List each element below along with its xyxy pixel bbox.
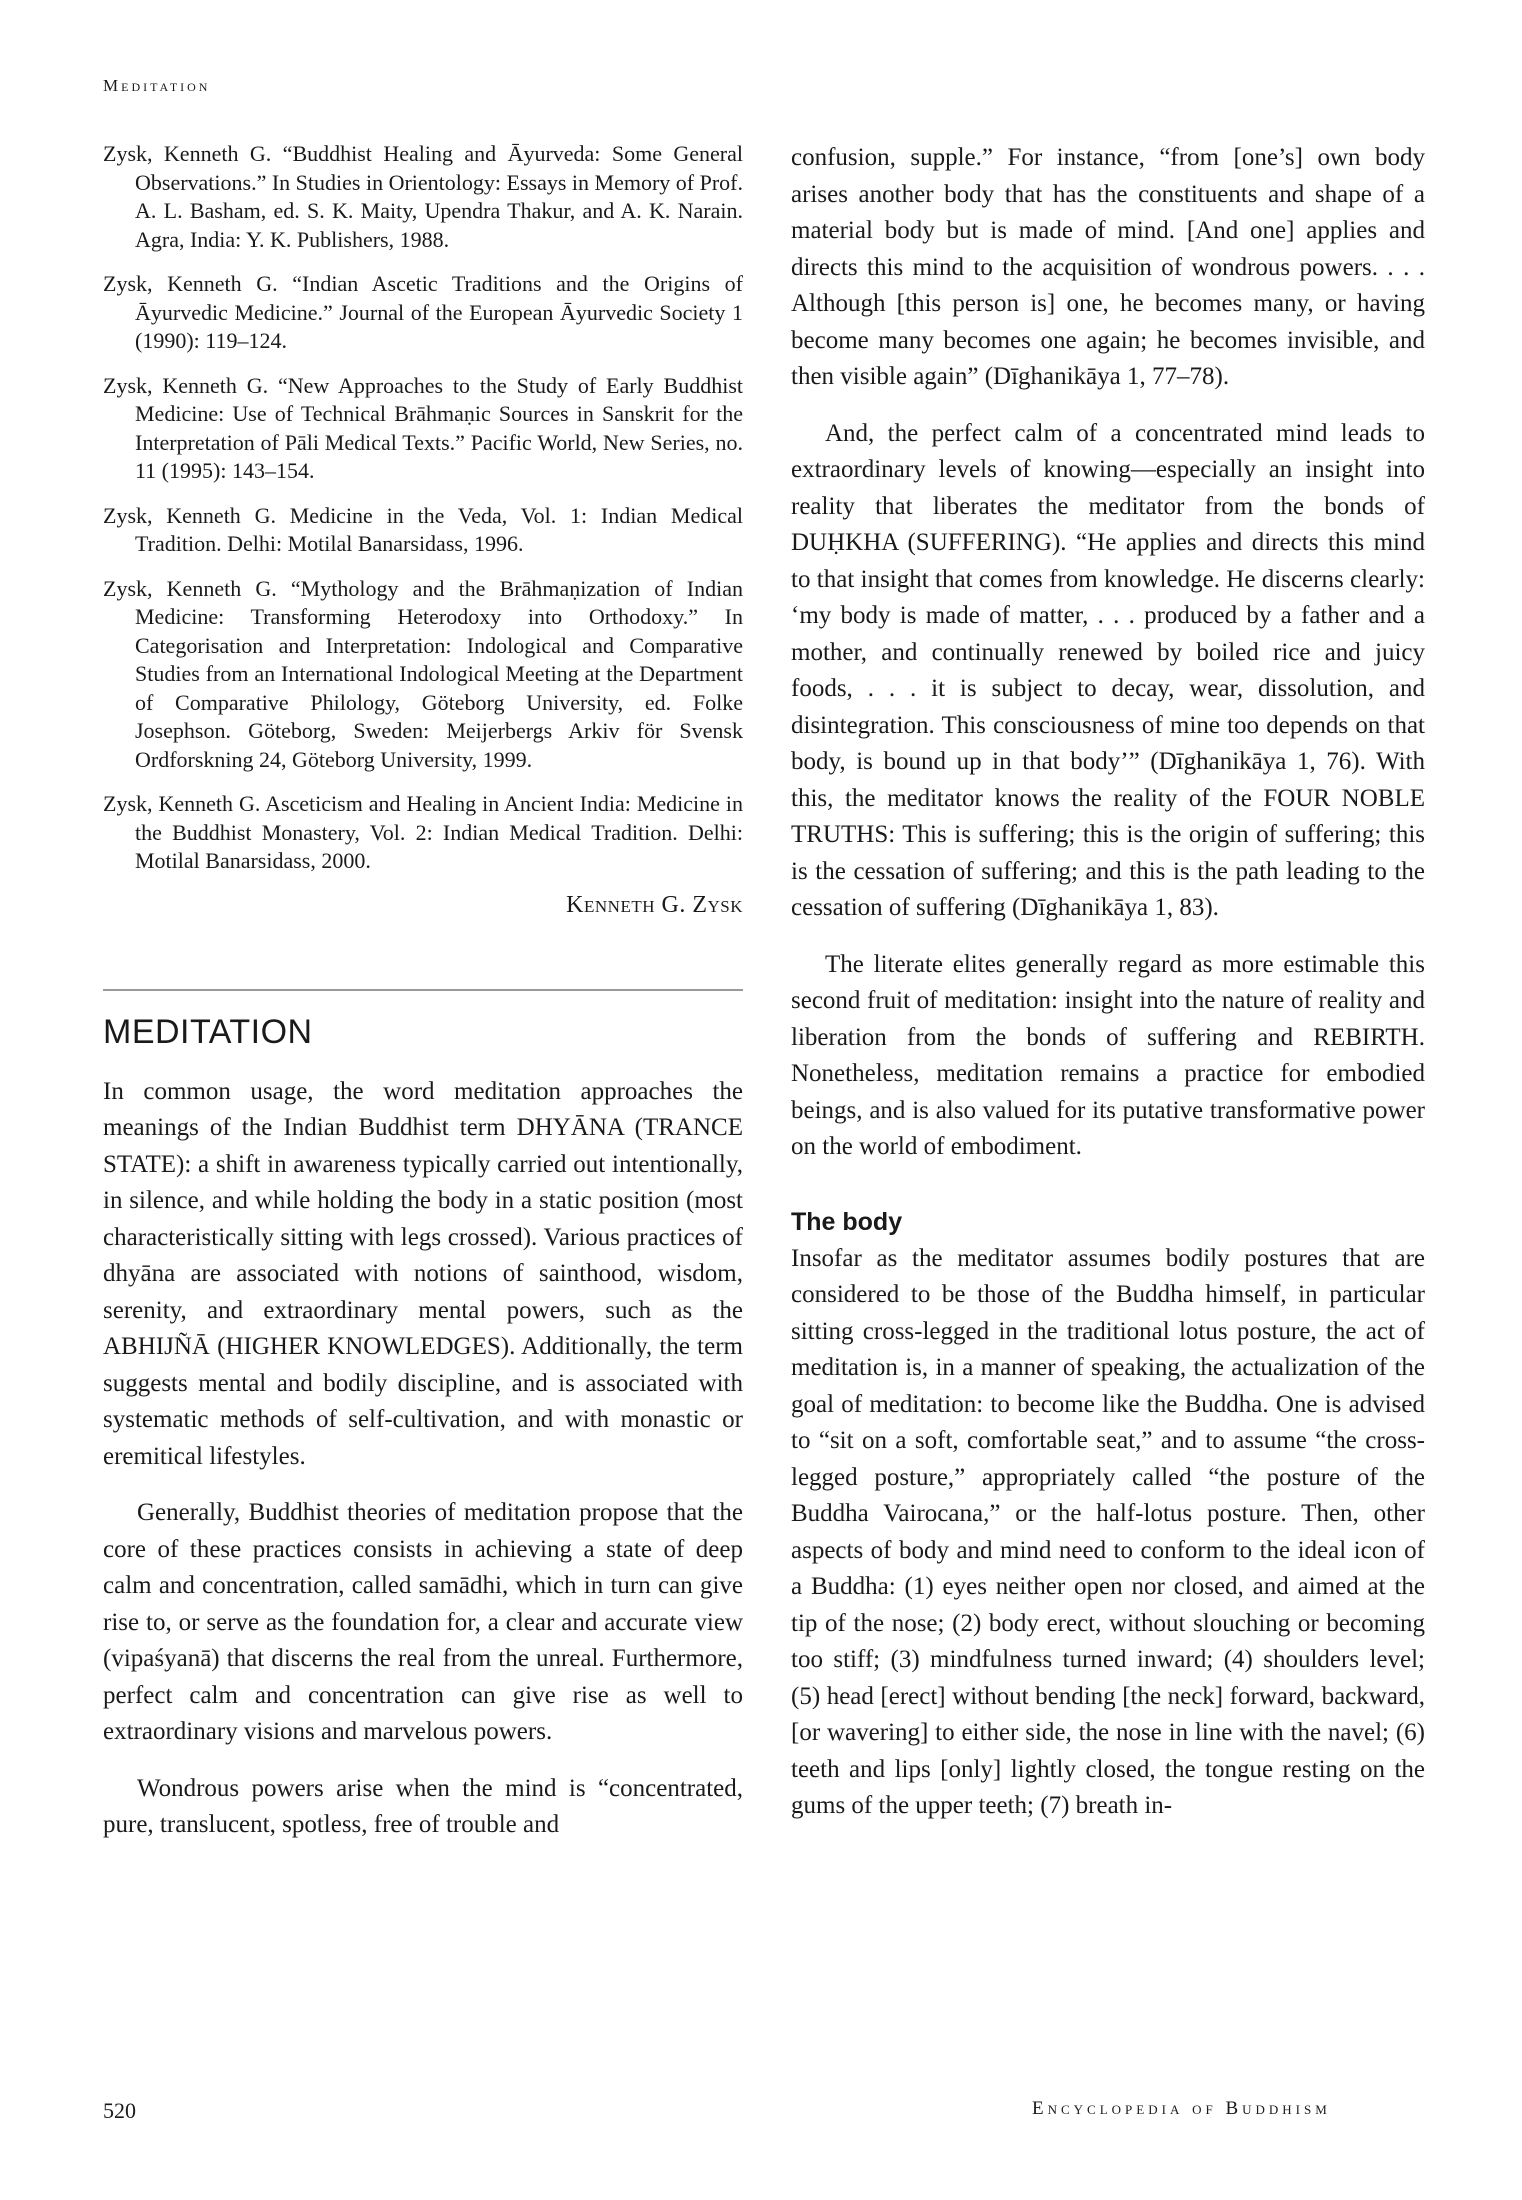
bibliography-entry: Zysk, Kenneth G. “New Approaches to the Study of Early Buddhist Medicine: Use of Technical Brāhmaṇic Sources in Sanskrit for the Interpretation of Pāli Medical Texts.” Pacific World, New Series, no. 11 (1995): 143–154. [103, 372, 743, 483]
body-paragraph: confusion, supple.” For instance, “from [one’s] own body arises another body that has the constituents and shape of a material body but is made of mind. [And one] applies and directs this mind to the acquisition of wondrous powers. . . . Although [this person is] one, he becomes many, or having become many becomes one again; he becomes invisible, and then visible again” (Dīghanikāya 1, 77–78). [791, 144, 1425, 390]
publication-title: Encyclopedia of Buddhism [1032, 2098, 1331, 2119]
author-signature: Kenneth G. Zysk [566, 891, 743, 918]
body-paragraph: Wondrous powers arise when the mind is “concentrated, pure, translucent, spotless, free of trouble and [103, 1774, 743, 1838]
bibliography-entry: Zysk, Kenneth G. Medicine in the Veda, Vol. 1: Indian Medical Tradition. Delhi: Motilal Banarsidass, 1996. [103, 502, 743, 556]
body-paragraph: The literate elites generally regard as more estimable this second fruit of meditation: insight into the nature of reality and liberation from the bonds of suffering and REBIRTH. Nonetheless, meditation remains a practice for embodied beings, and is also valued for its putative transformative power on the world of embodiment. [791, 950, 1425, 1160]
left-column [103, 140, 743, 1844]
body-paragraph: Generally, Buddhist theories of meditation propose that the core of these practices consists in achieving a state of deep calm and concentration, called samādhi, which in turn can give rise to, or serve as the foundation for, a clear and accurate view (vipaśyanā) that discerns the real from the unreal. Furthermore, perfect calm and concentration can give rise as well to extraordinary visions and marvelous powers. [103, 1499, 743, 1745]
bibliography-entry: Zysk, Kenneth G. Asceticism and Healing in Ancient India: Medicine in the Buddhist Monastery, Vol. 2: Indian Medical Tradition. Delhi: Motilal Banarsidass, 2000. [103, 791, 743, 873]
body-paragraph: In common usage, the word meditation approaches the meanings of the Indian Buddhist term DHYĀNA (TRANCE STATE): a shift in awareness typically carried out intentionally, in silence, and while holding the body in a static position (most characteristically sitting with legs crossed). Various practices of dhyāna are associated with notions of sainthood, wisdom, serenity, and extraordinary mental powers, such as the ABHIJÑĀ (HIGHER KNOWLEDGES). Additionally, the term suggests mental and bodily discipline, and is associated with systematic methods of self-cultivation, and with monastic or eremitical lifestyles. [103, 1077, 743, 1470]
bibliography [103, 140, 743, 876]
body-paragraph: Insofar as the meditator assumes bodily postures that are considered to be those of the Buddha himself, in particular sitting cross-legged in the traditional lotus posture, the act of meditation is, in a manner of speaking, the actualization of the goal of meditation: to become like the Buddha. One is advised to “sit on a soft, comfortable seat,” and to assume “the cross-legged posture,” appropriately called “the posture of the Buddha Vairocana,” or the half-lotus posture. Then, other aspects of body and mind need to conform to the ideal icon of a Buddha: (1) eyes neither open nor closed, and aimed at the tip of the nose; (2) body erect, without slouching or becoming too stiff; (3) mindfulness turned inward; (4) shoulders level; (5) head [erect] without bending [the neck] forward, backward, [or wavering] to either side, the nose in line with the navel; (6) teeth and lips [only] lightly closed, the tongue resting on the gums of the upper teeth; (7) breath in- [791, 1244, 1425, 1819]
right-column [791, 140, 1425, 1825]
entry-title: MEDITATION [103, 1012, 313, 1051]
bibliography-entry: Zysk, Kenneth G. “Mythology and the Brāhmaṇization of Indian Medicine: Transforming Heterodoxy into Orthodoxy.” In Categorisation and Interpretation: Indological and Comparative Studies from an International Indological Meeting at the Department of Comparative Philology, Göteborg University, ed. Folke Josephson. Göteborg, Sweden: Meijerbergs Arkiv för Svensk Ordforskning 24, Göteborg University, 1999. [103, 575, 743, 772]
subheading: The body [791, 1207, 903, 1236]
section-divider [103, 989, 743, 991]
running-head: Meditation [103, 76, 211, 95]
body-paragraph: And, the perfect calm of a concentrated mind leads to extraordinary levels of knowing—especially an insight into reality that liberates the meditator from the bonds of DUḤKHA (SUFFERING). “He applies and directs this mind to that insight that comes from knowledge. He discerns clearly: ‘my body is made of matter, . . . produced by a father and a mother, and continually renewed by boiled rice and juicy foods, . . . it is subject to decay, wear, dissolution, and disintegration. This consciousness of mine too depends on that body, is bound up in that body’” (Dīghanikāya 1, 76). With this, the meditator knows the reality of the FOUR NOBLE TRUTHS: This is suffering; this is the origin of suffering; this is the cessation of suffering; and this is the path leading to the cessation of suffering (Dīghanikāya 1, 83). [791, 419, 1425, 921]
bibliography-entry: Zysk, Kenneth G. “Indian Ascetic Traditions and the Origins of Āyurvedic Medicine.” Journal of the European Āyurvedic Society 1 (1990): 119–124. [103, 271, 743, 353]
bibliography-entry: Zysk, Kenneth G. “Buddhist Healing and Āyurveda: Some General Observations.” In Studies in Orientology: Essays in Memory of Prof. A. L. Basham, ed. S. K. Maity, Upendra Thakur, and A. K. Narain. Agra, India: Y. K. Publishers, 1988. [103, 141, 743, 252]
page-number: 520 [103, 2098, 136, 2123]
